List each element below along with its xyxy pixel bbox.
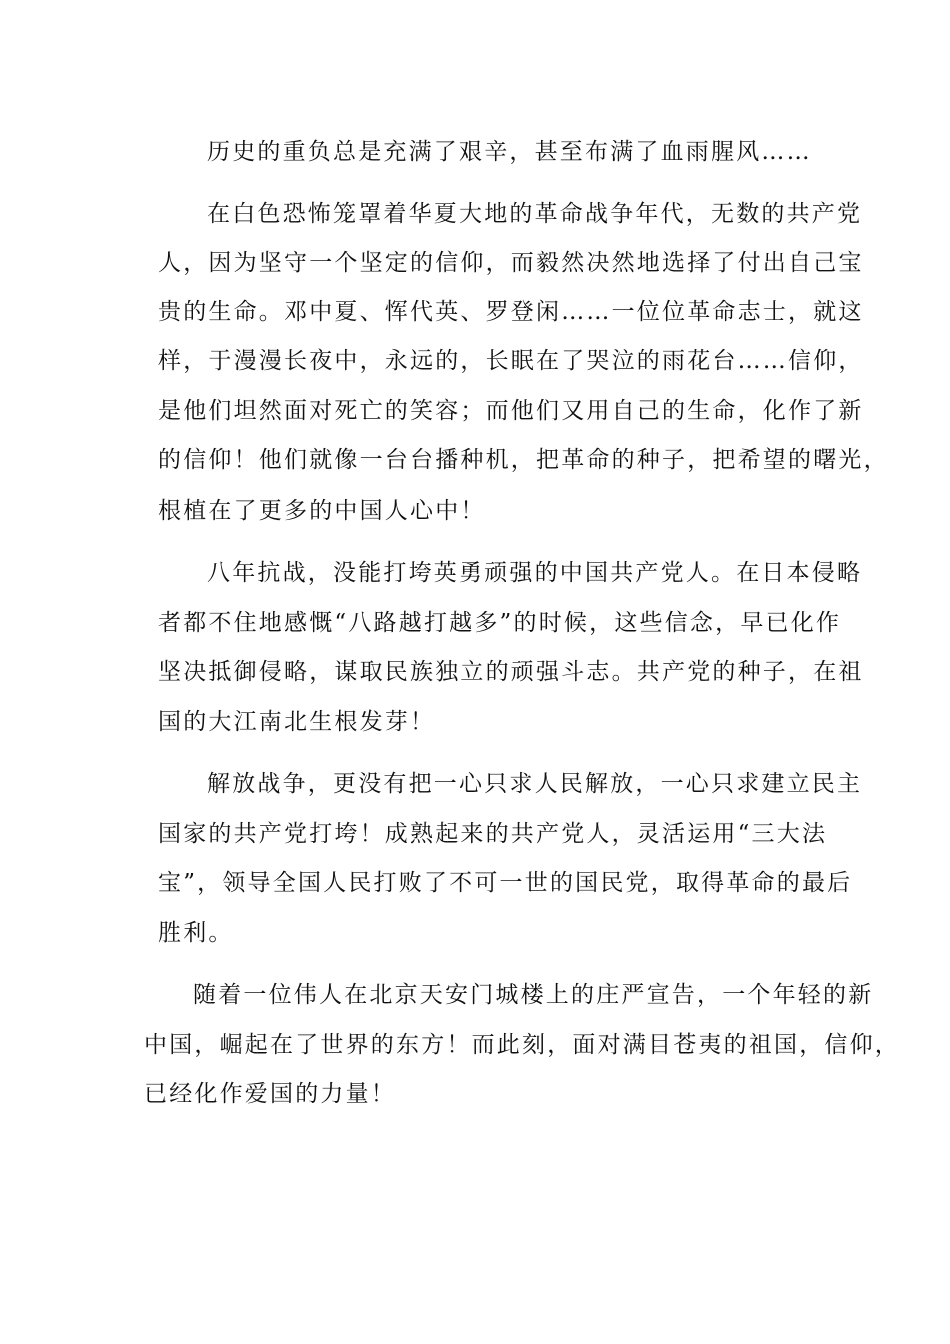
paragraph-4-line-2: 国家的共产党打垮！成熟起来的共产党人，灵活运用“三大法 [158, 821, 828, 847]
paragraph-2-line-1: 在白色恐怖笼罩着华夏大地的革命战争年代，无数的共产党 [207, 201, 863, 227]
paragraph-3-line-2: 者都不住地感慨“八路越打越多”的时候，这些信念，早已化作 [158, 610, 842, 636]
paragraph-2-line-7: 根植在了更多的中国人心中！ [158, 498, 486, 524]
paragraph-2-line-6: 的信仰！他们就像一台台播种机，把革命的种子，把希望的曙光， [158, 447, 889, 473]
paragraph-4-line-4: 胜利。 [158, 920, 234, 946]
paragraph-3-line-1: 八年抗战，没能打垮英勇顽强的中国共产党人。在日本侵略 [207, 560, 863, 586]
paragraph-4-line-1: 解放战争，更没有把一心只求人民解放，一心只求建立民主 [207, 771, 863, 797]
paragraph-2-line-2: 人，因为坚守一个坚定的信仰，而毅然决然地选择了付出自己宝 [158, 250, 864, 276]
paragraph-3-line-4: 国的大江南北生根发芽！ [158, 709, 436, 735]
paragraph-4-line-3: 宝”，领导全国人民打败了不可一世的国民党，取得革命的最后 [158, 870, 853, 896]
paragraph-5-line-2: 中国，崛起在了世界的东方！而此刻，面对满目苍夷的祖国，信仰， [144, 1032, 900, 1058]
paragraph-5-line-3: 已经化作爱国的力量！ [144, 1081, 396, 1107]
paragraph-3-line-3: 坚决抵御侵略，谋取民族独立的顽强斗志。共产党的种子，在祖 [158, 659, 864, 685]
paragraph-1-line-1: 历史的重负总是充满了艰辛，甚至布满了血雨腥风…… [207, 139, 812, 165]
paragraph-2-line-4: 样，于漫漫长夜中，永远的，长眠在了哭泣的雨花台……信仰， [158, 348, 864, 374]
paragraph-5-line-1: 随着一位伟人在北京天安门城楼上的庄严宣告，一个年轻的新 [193, 982, 874, 1008]
paragraph-2-line-3: 贵的生命。邓中夏、恽代英、罗登闲……一位位革命志士，就这 [158, 299, 864, 325]
paragraph-2-line-5: 是他们坦然面对死亡的笑容；而他们又用自己的生命，化作了新 [158, 398, 864, 424]
